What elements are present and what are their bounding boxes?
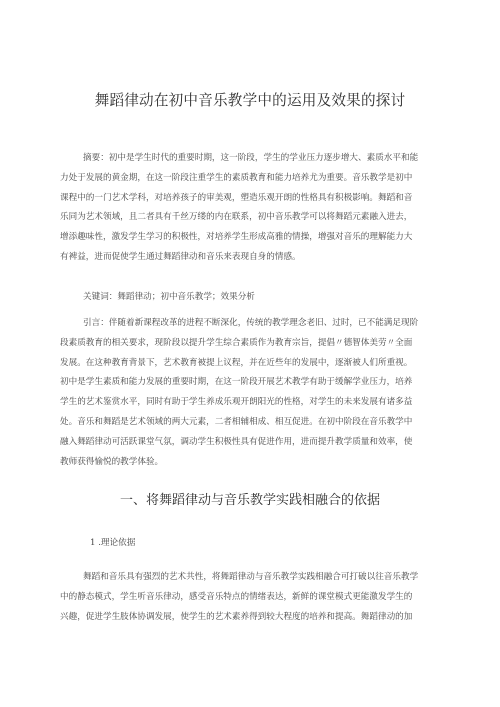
body-line: 中的静态模式，学生听音乐律动，感受音乐特点的情绪表达，新鲜的课堂模式更能激发学生的 bbox=[60, 591, 413, 602]
intro-line: 教师获得愉悦的教学体验。 bbox=[60, 456, 164, 467]
intro-line: 引言：伴随着新课程改革的进程不断深化，传统的教学理念老旧、过时，已不能满足现阶 bbox=[83, 318, 419, 328]
intro-line: 融入舞蹈律动可活跃课堂气氛，调动学生积极性具有促进作用，进而提升教学质量和效率，使 bbox=[60, 436, 413, 447]
subsection-heading: 1 .理论依据 bbox=[90, 538, 136, 548]
abstract-line: 有裨益，进而促使学生通过舞蹈律动和音乐来表现自身的情感。 bbox=[60, 251, 301, 262]
body-line: 兴趣，促进学生肢体协调发展，使学生的艺术素养得到较大程度的培养和提高。舞蹈律动的加 bbox=[60, 611, 413, 622]
section-heading: 一、将舞蹈律动与音乐教学实践相融合的依据 bbox=[119, 493, 380, 508]
abstract-line: 摘要：初中是学生时代的重要时期，这一阶段，学生的学业压力逐步增大、素质水平和能 bbox=[83, 153, 419, 163]
body-line: 舞蹈和音乐具有强烈的艺术共性，将舞蹈律动与音乐教学实践相融合可打破以往音乐教学 bbox=[83, 572, 419, 582]
intro-paragraph bbox=[60, 314, 444, 472]
intro-line: 学生的艺术鉴赏水平，同时有助于学生养成乐观开朗阳光的性格，对学生的未来发展有诸多益 bbox=[60, 397, 413, 408]
intro-line: 处。音乐和舞蹈是艺术领域的两大元素，二者相辅相成、相互促进。在初中阶段在音乐教学中 bbox=[60, 416, 413, 427]
document-title: 舞蹈律动在初中音乐教学中的运用及效果的探讨 bbox=[94, 92, 406, 109]
abstract-line: 课程中的一门艺术学科，对培养孩子的审美观，塑造乐观开朗的性格具有积极影响。舞蹈和音 bbox=[60, 192, 413, 203]
abstract-paragraph bbox=[60, 149, 444, 268]
intro-line: 段素质教育的相关要求，现阶段以提升学生综合素质作为教育宗旨，提倡〃德智体美劳〃全面 bbox=[60, 337, 413, 348]
abstract-line: 力处于发展的黄金期，在这一阶段注重学生的素质教育和能力培养尤为重要。音乐教学是初中 bbox=[60, 172, 413, 183]
keywords-line: 关键词：舞蹈律动；初中音乐教学；效果分析 bbox=[83, 292, 255, 302]
abstract-line: 增添趣味性，激发学生学习的积极性，对培养学生形成高雅的情操，增强对音乐的理解能力大 bbox=[60, 232, 413, 243]
intro-line: 发展。在这种教育背景下，艺术教育被提上议程，并在近些年的发展中，逐渐被人们所重视。 bbox=[60, 357, 413, 368]
abstract-line: 乐同为艺术领域，且二者具有千丝万缕的内在联系，初中音乐教学可以将舞蹈元素融入进去， bbox=[60, 212, 413, 223]
body-paragraph bbox=[60, 568, 444, 627]
intro-line: 初中是学生素质和能力发展的重要时期，在这一阶段开展艺术教学有助于缓解学业压力，培养 bbox=[60, 377, 413, 388]
